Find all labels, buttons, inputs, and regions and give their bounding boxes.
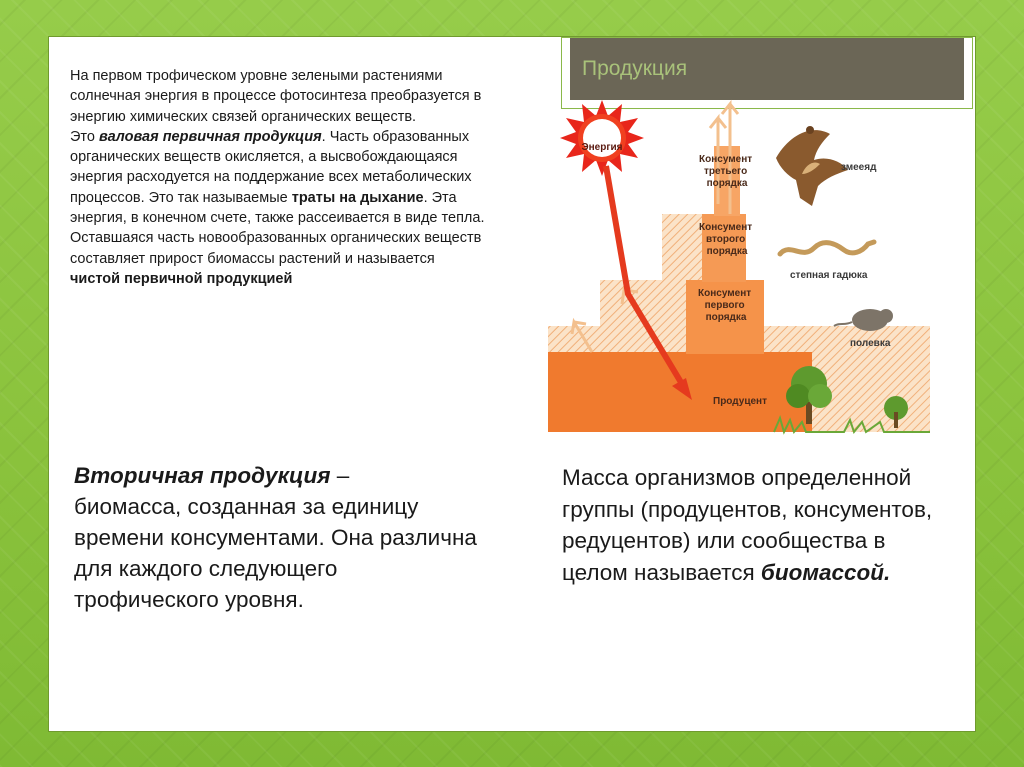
producer-level bbox=[548, 352, 812, 432]
secondary-definition: биомасса, созданная за единицу времени консументами. Она различна для каждого следующего трофического уровня. bbox=[74, 494, 477, 612]
slide-title: Продукция bbox=[570, 38, 964, 100]
paragraph-part-2-mid: . Часть образованных органических веществ окисляется, а высвобождающаяся энергия расходуется на поддержание всех метаболических процессов. Это так называемые bbox=[70, 128, 472, 206]
sun-icon bbox=[560, 100, 644, 176]
respiration-costs-term: траты на дыхание bbox=[291, 189, 424, 206]
producer-label: Продуцент bbox=[713, 396, 767, 407]
level3-label: Консумент третьего порядка bbox=[699, 154, 753, 189]
sun-label: Энергия bbox=[581, 142, 623, 153]
snake-label: степная гадюка bbox=[790, 270, 868, 281]
intro-paragraph bbox=[70, 66, 488, 289]
paragraph-part-2-mid2: . Эта энергия, в конечном счете, также рассеивается в виде тепла. Оставшаяся часть новообразованных органических веществ составляет прирост биомассы растений и называется bbox=[70, 189, 485, 267]
paragraph-part-1: На первом трофическом уровне зелеными растениями солнечная энергия в процессе фотосинтеза преобразуется в энергию химических связей органических веществ. bbox=[70, 68, 482, 125]
biomass-text: Масса организмов определенной группы (продуцентов, консументов, редуцентов) или сообщества в целом называется bbox=[562, 465, 933, 585]
paragraph-part-2-pre: Это bbox=[70, 128, 99, 145]
level2-label: Консумент второго порядка bbox=[699, 222, 753, 257]
secondary-dash: – bbox=[330, 463, 350, 488]
energy-pyramid-diagram bbox=[544, 94, 940, 436]
secondary-production-block bbox=[74, 460, 484, 615]
snake-icon bbox=[780, 242, 874, 254]
gross-primary-production-term: валовая первичная продукция bbox=[99, 128, 322, 145]
vole-label: полевка bbox=[850, 338, 891, 349]
level1-label: Консумент первого порядка bbox=[698, 288, 752, 323]
biomass-block bbox=[562, 462, 952, 588]
eagle-icon bbox=[776, 126, 848, 206]
eagle-label: змееяд bbox=[841, 162, 877, 173]
secondary-production-term: Вторичная продукция bbox=[74, 463, 331, 488]
net-primary-production-term: чистой первичной продукцией bbox=[70, 270, 293, 287]
biomass-term: биомассой. bbox=[760, 559, 891, 585]
